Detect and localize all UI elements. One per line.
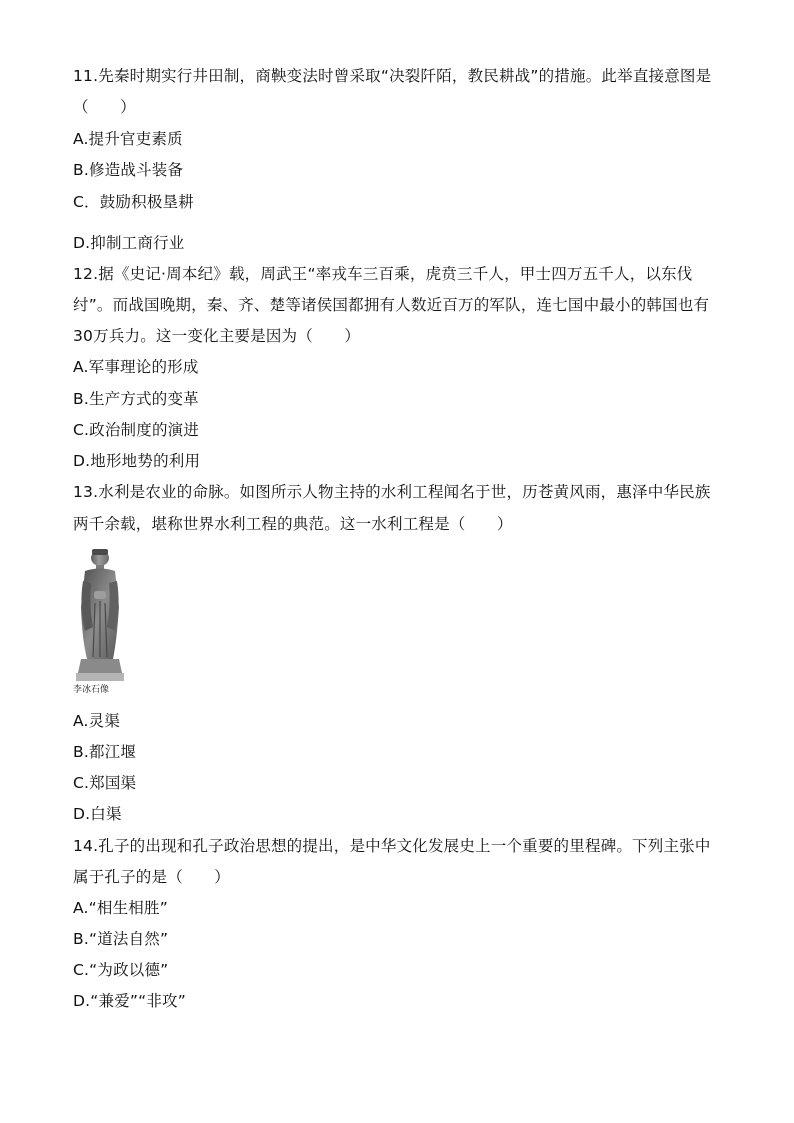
q12-stem-line1: 12.据《史记·周本纪》载，周武王“率戎车三百乘，虎贲三千人，甲士四万五千人，以东伐 (73, 265, 693, 283)
li-bing-statue-image (73, 547, 125, 695)
q13-option-c: C.郑国渠 (73, 774, 137, 792)
q13-option-d: D.白渠 (73, 805, 122, 823)
q14-option-a: A.“相生相胜” (73, 899, 168, 917)
q11-option-a: A.提升官吏素质 (73, 130, 183, 148)
q12-stem-line2: 纣”。而战国晚期，秦、齐、楚等诸侯国都拥有人数近百万的军队，连七国中最小的韩国也有 (73, 296, 710, 314)
q12-option-b: B.生产方式的变革 (73, 390, 199, 408)
q13-stem-line2: 两千余载，堪称世界水利工程的典范。这一水利工程是（ ） (73, 515, 513, 533)
q14-stem-line1: 14.孔子的出现和孔子政治思想的提出，是中华文化发展史上一个重要的里程碑。下列主张中 (73, 837, 711, 855)
q14-stem-line2: 属于孔子的是（ ） (73, 868, 231, 886)
q14-option-b: B.“道法自然” (73, 930, 169, 948)
q14-option-d: D.“兼爱”“非攻” (73, 992, 186, 1010)
statue-figure-graphic (73, 547, 125, 683)
q12-stem-line3: 30万兵力。这一变化主要是因为（ ） (73, 327, 361, 345)
q11-option-b: B.修造战斗装备 (73, 161, 184, 179)
q13-option-a: A.灵渠 (73, 712, 121, 730)
q12-option-a: A.军事理论的形成 (73, 358, 199, 376)
q11-stem-line1: 11.先秦时期实行井田制，商鞅变法时曾采取“决裂阡陌，教民耕战”的措施。此举直接意图是 (73, 67, 712, 85)
q12-option-d: D.地形地势的利用 (73, 452, 201, 470)
q13-option-b: B.都江堰 (73, 743, 137, 761)
q13-stem-line1: 13.水利是农业的命脉。如图所示人物主持的水利工程闻名于世，历苍黄风雨，惠泽中华民族 (73, 483, 711, 501)
q12-option-c: C.政治制度的演进 (73, 421, 200, 439)
q11-stem-line2: （ ） (73, 98, 136, 116)
q11-option-c: C．鼓励积极垦耕 (73, 193, 194, 211)
q14-option-c: C.“为政以德” (73, 961, 169, 979)
figure-caption: 李冰石像 (73, 685, 110, 695)
q11-option-d: D.抑制工商行业 (73, 234, 185, 252)
